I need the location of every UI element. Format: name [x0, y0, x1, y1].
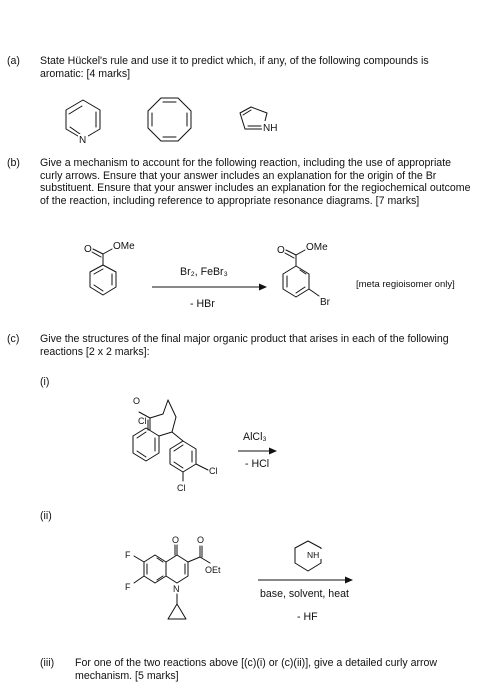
part-a-label: (a) [7, 55, 20, 67]
part-b-label: (b) [7, 157, 20, 169]
ring-cl-1-label: Cl [209, 466, 218, 476]
part-ciii-label: (iii) [40, 657, 55, 669]
reagent-ci-top: AlCl₃ [243, 431, 267, 443]
oet-label: OEt [205, 565, 221, 575]
reactant-ci-structure [133, 396, 218, 493]
meta-note: [meta regioisomer only] [356, 279, 455, 290]
reagent-b-bottom: - HBr [190, 298, 215, 310]
part-ciii-question: For one of the two reactions above [(c)(i) or (c)(ii)], give a detailed curly arrow mechanism. [5 marks] [75, 657, 438, 682]
pyridine-structure [66, 100, 100, 146]
svg-text:O: O [197, 535, 205, 545]
reagent-cii-bottom: - HF [297, 611, 318, 623]
product-b-structure [277, 242, 331, 308]
f1-label: F [125, 550, 131, 560]
part-b-question: Give a mechanism to account for the following reaction, including the use of appropriate curly arrows. Ensure that your answer includes an explanation for the origin of the Br substituent. Ensure that your answer includes an explanation for the regiochemical outcome of the reaction, including reference to appropriate resonance diagrams. [7 marks] [40, 157, 471, 207]
piperidine-structure [295, 541, 323, 571]
acyl-cl-label: Cl [138, 416, 147, 426]
part-c-question: Give the structures of the final major organic product that arises in each of the following reactions [2 x 2 marks]: [40, 333, 449, 358]
svg-text:O: O [172, 535, 180, 545]
part-ci-label: (i) [40, 376, 50, 388]
cyclooctatetraene-structure [148, 98, 191, 141]
f2-label: F [125, 582, 131, 592]
reagent-cii-top: base, solvent, heat [260, 588, 349, 600]
part-c-label: (c) [7, 333, 20, 345]
quinolone-n-label: N [173, 584, 180, 594]
svg-text:O: O [133, 396, 141, 406]
product-ome-label: OMe [306, 242, 328, 253]
svg-text:O: O [84, 244, 92, 255]
part-a-question: State Hückel's rule and use it to predict which, if any, of the following compounds is aromatic: [4 marks] [40, 55, 429, 80]
pyrrole-nh-atom: NH [263, 123, 278, 134]
reagent-ci-bottom: - HCl [245, 458, 270, 470]
svg-text:O: O [277, 245, 285, 256]
methyl-benzoate-structure [84, 241, 135, 295]
piperidine-nh-label: NH [307, 550, 320, 560]
product-br-label: Br [320, 297, 330, 308]
ring-cl-2-label: Cl [177, 483, 186, 493]
part-cii-label: (ii) [40, 510, 52, 522]
reagent-b-top: Br₂, FeBr₃ [180, 266, 228, 278]
quinolone-structure [125, 535, 221, 619]
sm-ome-label: OMe [113, 241, 135, 252]
pyridine-n-atom: N [79, 135, 87, 146]
pyrrole-structure [240, 107, 278, 134]
